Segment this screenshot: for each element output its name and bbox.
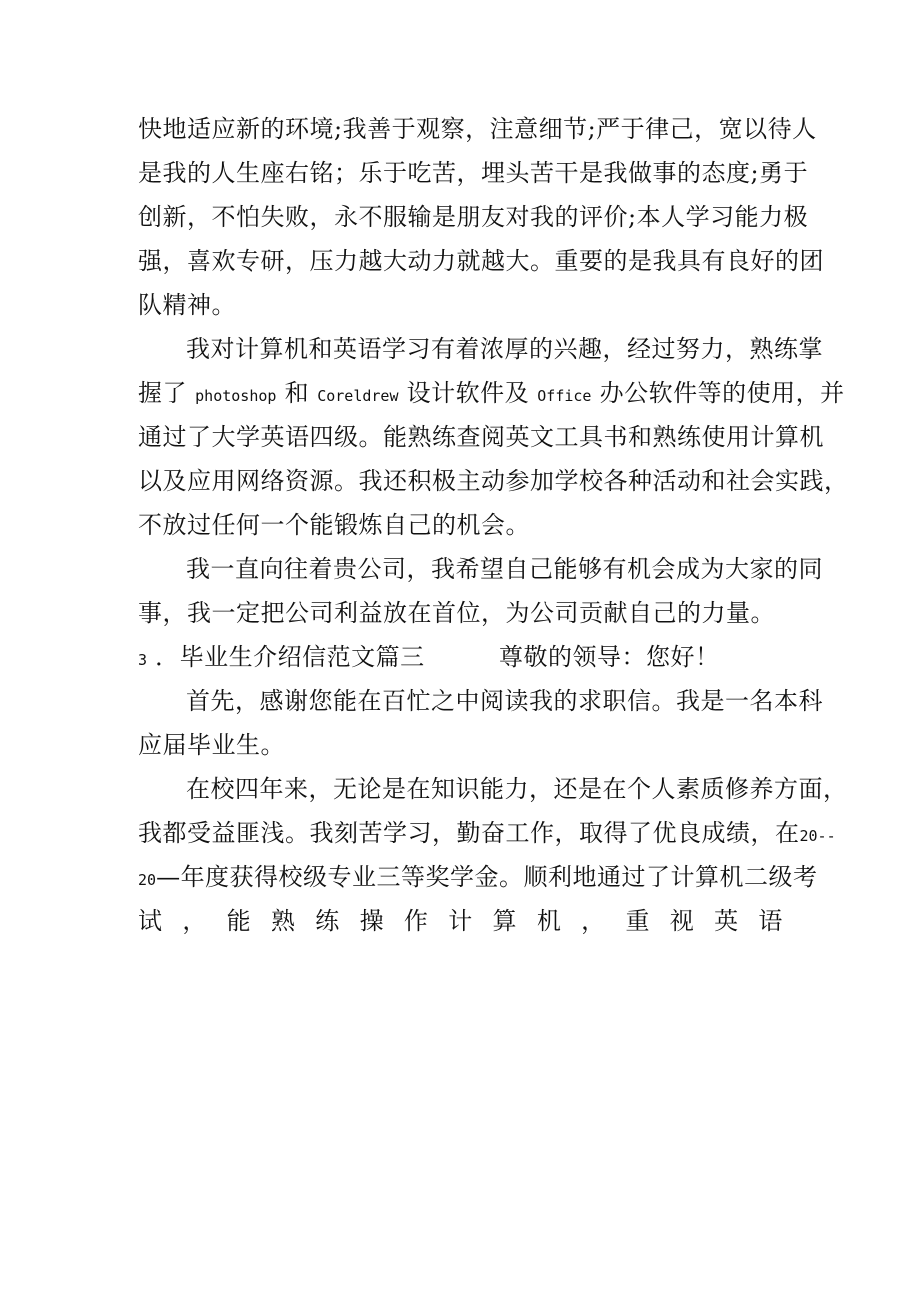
paragraph-2-line-2-text-1: 握了: [138, 379, 187, 407]
justified-char: 重: [625, 907, 650, 935]
paragraph-3-line-2: 事，我一定把公司利益放在首位，为公司贡献自己的力量。: [138, 599, 775, 627]
paragraph-5-year-end: 20: [138, 871, 157, 889]
justified-char: 熟: [270, 907, 296, 935]
paragraph-4-line-1: 首先，感谢您能在百忙之中阅读我的求职信。我是一名本科: [186, 687, 823, 715]
justified-char: 练: [315, 907, 340, 935]
justified-char: 视: [669, 907, 695, 935]
justified-char: ，: [182, 907, 207, 935]
justified-char: 操: [359, 907, 385, 935]
justified-char: ，: [581, 907, 606, 935]
section-title: ．毕业生介绍信范文篇三: [155, 643, 425, 671]
paragraph-2-software-office: Office: [537, 387, 592, 405]
paragraph-2-software-photoshop: photoshop: [195, 387, 277, 405]
paragraph-1-line-3: 创新，不怕失败，永不服输是朋友对我的评价;本人学习能力极: [138, 203, 809, 231]
paragraph-2-line-2-text-3: 设计软件及: [406, 379, 530, 407]
section-number: 3: [138, 651, 148, 669]
paragraph-5-year-start: 20--: [799, 827, 836, 845]
paragraph-5-line-2-text: 我都受益匪浅。我刻苦学习，勤奋工作，取得了优良成绩，在: [138, 819, 800, 847]
paragraph-5-line-4: [138, 899, 783, 943]
paragraph-1-line-2: 是我的人生座右铭；乐于吃苦，埋头苦干是我做事的态度;勇于: [138, 159, 809, 187]
letter-greeting: 尊敬的领导：您好！: [498, 643, 720, 671]
justified-char: 机: [536, 907, 562, 935]
paragraph-5-line-1: 在校四年来，无论是在知识能力，还是在个人素质修养方面，: [186, 775, 848, 803]
section-heading: [138, 635, 783, 679]
paragraph-2-line-1: 我对计算机和英语学习有着浓厚的兴趣，经过努力，熟练掌: [186, 335, 823, 363]
justified-char: 语: [758, 907, 783, 935]
paragraph-2-line-2-text-4: 办公软件等的使用，并: [599, 379, 845, 407]
paragraph-5-line-2: [138, 811, 836, 855]
paragraph-2-line-3: 通过了大学英语四级。能熟练查阅英文工具书和熟练使用计算机: [138, 423, 824, 451]
paragraph-4-line-2: 应届毕业生。: [138, 731, 285, 759]
paragraph-2-line-2: [138, 371, 845, 415]
paragraph-5-line-3-text: —年度获得校级专业三等奖学金。顺利地通过了计算机二级考: [156, 863, 818, 891]
justified-char: 作: [403, 907, 429, 935]
paragraph-2-line-2-text-2: 和: [284, 379, 310, 407]
paragraph-2-software-coreldrew: Coreldrew: [317, 387, 399, 405]
paragraph-1-line-4: 强，喜欢专研，压力越大动力就越大。重要的是我具有良好的团: [138, 247, 824, 275]
justified-char: 英: [714, 907, 739, 935]
paragraph-3-line-1: 我一直向往着贵公司，我希望自己能够有机会成为大家的同: [186, 555, 823, 583]
paragraph-2-line-5: 不放过任何一个能锻炼自己的机会。: [138, 511, 530, 539]
justified-char: 能: [226, 907, 252, 935]
paragraph-5-line-3: [138, 855, 818, 899]
justified-char: 试: [138, 907, 163, 935]
paragraph-1-line-1: 快地适应新的环境;我善于观察，注意细节;严于律己，宽以待人: [138, 115, 817, 143]
paragraph-1-line-5: 队精神。: [138, 291, 236, 319]
justified-char: 计: [448, 907, 473, 935]
justified-char: 算: [492, 907, 517, 935]
paragraph-2-line-4: 以及应用网络资源。我还积极主动参加学校各种活动和社会实践，: [138, 467, 849, 495]
